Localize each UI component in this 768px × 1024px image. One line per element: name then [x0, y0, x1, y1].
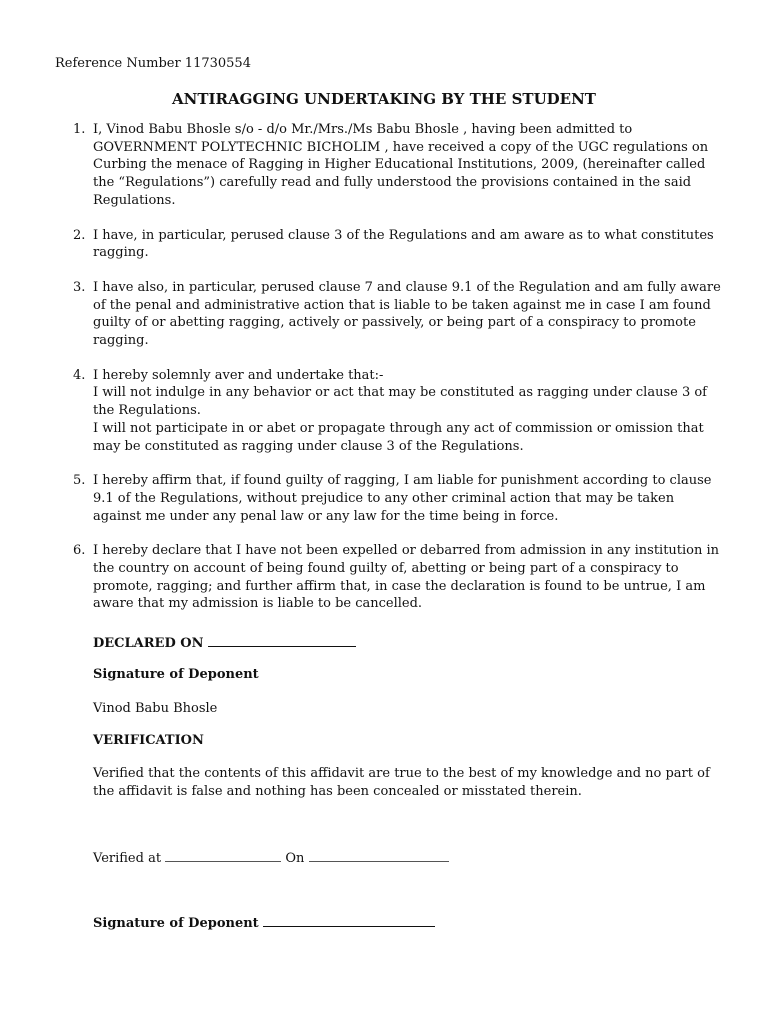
- on-date-blank: [309, 848, 449, 862]
- clause-6: [73, 542, 723, 613]
- reference-number: Reference Number 11730554: [55, 56, 251, 71]
- clause-4: [73, 367, 723, 456]
- clause-1: [73, 121, 723, 210]
- clause-text: I hereby declare that I have not been expelled or debarred from admission in any institution in the country on account of being found guilty of, abetting or being part of a conspiracy to promote, ragging; and further affirm that, in case the declaration is found to be untrue, I am aware that my admission is liable to be cancelled.: [93, 543, 720, 612]
- final-signature-line: [93, 913, 723, 933]
- clause-5: [73, 472, 723, 525]
- clause-list: [73, 121, 723, 630]
- verified-at-line: [93, 848, 723, 868]
- declared-on-line: [93, 633, 723, 653]
- final-signature-blank: [263, 913, 435, 927]
- deponent-name: Vinod Babu Bhosle: [93, 701, 218, 716]
- verified-at-blank: [165, 848, 281, 862]
- clause-undertaking-b: I will not participate in or abet or propagate through any act of commission or omission that may be constituted as ragging under clause 3 of the Regulations.: [93, 420, 704, 454]
- document-title: ANTIRAGGING UNDERTAKING BY THE STUDENT: [172, 90, 596, 108]
- clause-number: 2.: [73, 227, 86, 243]
- clause-undertaking-a: I will not indulge in any behavior or act that may be constituted as ragging under clause 3 of the Regulations.: [93, 385, 707, 419]
- verified-at-label: Verified at: [93, 851, 162, 866]
- signature-of-deponent: Signature of Deponent: [93, 667, 259, 682]
- clause-3: [73, 279, 723, 350]
- clause-text: I, Vinod Babu Bhosle s/o - d/o Mr./Mrs./Ms Babu Bhosle , having been admitted to GOVERNMENT POLYTECHNIC BICHOLIM , have received a copy of the UGC regulations on Curbing the menace of Ragging in Higher Educational Institutions, 2009, (hereinafter called the “Regulations”) carefully read and fully understood the provisions contained in the said Regulations.: [93, 122, 709, 208]
- clause-number: 5.: [73, 473, 86, 489]
- verification-text: Verified that the contents of this affidavit are true to the best of my knowledge and no part of the affidavit is false and nothing has been concealed or misstated therein.: [93, 766, 710, 799]
- verification-heading: VERIFICATION: [93, 733, 204, 748]
- clause-text: I have also, in particular, perused clause 7 and clause 9.1 of the Regulation and am fully aware of the penal and administrative action that is liable to be taken against me in case I am found guilty of or abetting ragging, actively or passively, or being part of a conspiracy to promote ragging.: [93, 279, 721, 349]
- clause-intro: I hereby solemnly aver and undertake that:-: [93, 367, 384, 383]
- declared-on-label: DECLARED ON: [93, 636, 204, 651]
- clause-2: [73, 227, 723, 262]
- clause-number: 4.: [73, 367, 86, 383]
- clause-number: 6.: [73, 543, 86, 559]
- clause-number: 3.: [73, 279, 86, 295]
- final-signature-label: Signature of Deponent: [93, 916, 259, 931]
- clause-number: 1.: [73, 122, 86, 137]
- on-label: On: [285, 851, 305, 866]
- clause-text: I have, in particular, perused clause 3 of the Regulations and am aware as to what constitutes ragging.: [93, 227, 714, 261]
- clause-text: I hereby affirm that, if found guilty of ragging, I am liable for punishment according to clause 9.1 of the Regulations, without prejudice to any other criminal action that may be taken against me under any penal law or any law for the time being in force.: [93, 473, 712, 524]
- declared-on-blank: [208, 633, 356, 647]
